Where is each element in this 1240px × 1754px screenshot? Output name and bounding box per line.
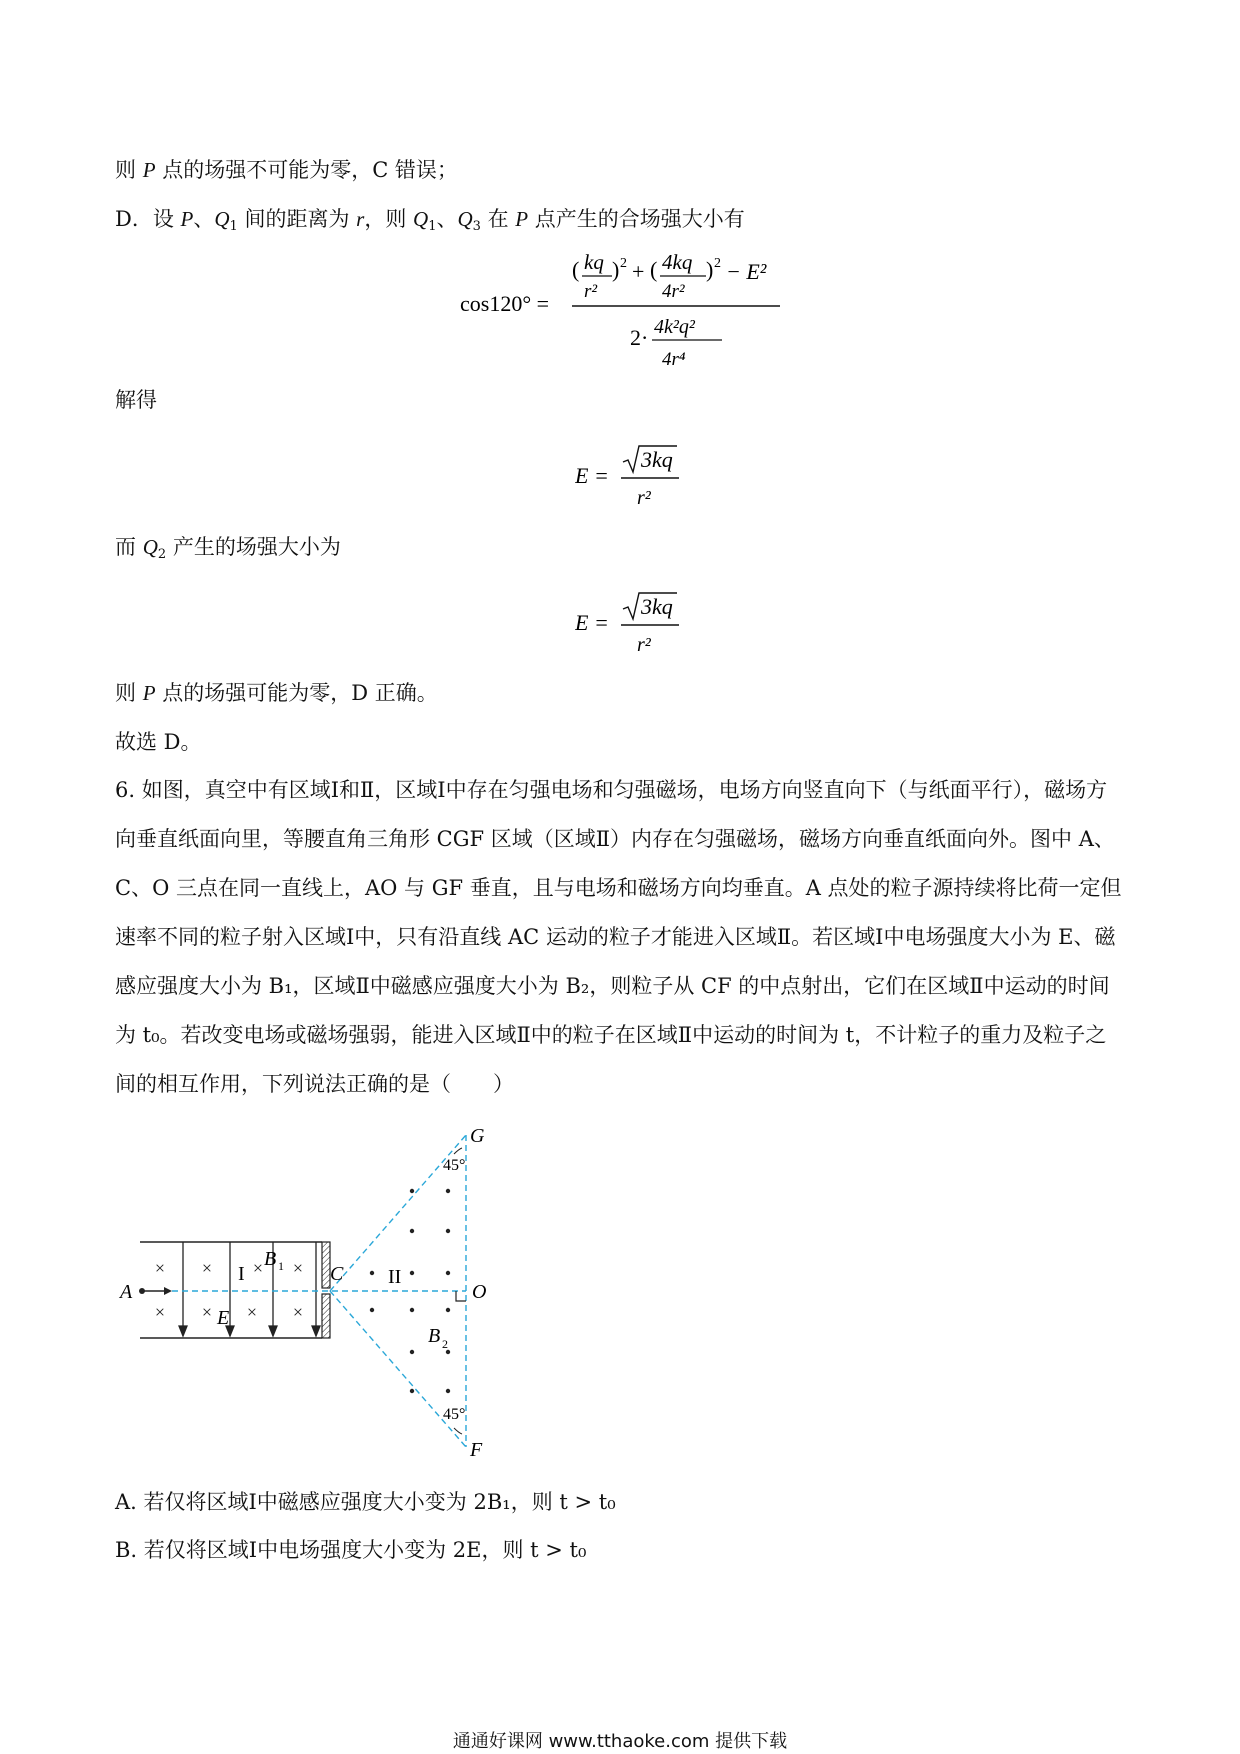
q2-statement: 而 $Q_2$ 产生的场强大小为 (115, 535, 341, 562)
svg-text:II: II (388, 1266, 402, 1288)
svg-text:B: B (264, 1248, 277, 1270)
svg-text:kq: kq (584, 250, 604, 274)
svg-text:): ) (706, 257, 714, 282)
option-b: B. 若仅将区域Ⅰ中电场强度大小变为 2E，则 t > t₀ (115, 1538, 587, 1562)
svg-text:4kq: 4kq (662, 250, 693, 274)
svg-text:3kq: 3kq (641, 594, 673, 619)
svg-text:E =: E = (575, 610, 609, 635)
footer-source: 通通好课网 www.tthaoke.com 提供下载 (452, 1731, 788, 1752)
svg-text:1: 1 (278, 1259, 284, 1273)
svg-text:O: O (472, 1281, 487, 1303)
solve-label: 解得 (115, 388, 157, 412)
svg-text:r²: r² (637, 634, 651, 656)
result-equation-2 (575, 585, 705, 657)
option-d-intro: D．设 P、$Q_1$ 间的距离为 r，则 $Q_1$、$Q_3$ 在 P 点产生的合场强大小有 (115, 207, 745, 234)
svg-text:C: C (330, 1263, 344, 1285)
svg-text:4k²q²: 4k²q² (654, 316, 695, 338)
svg-text:45°: 45° (443, 1406, 466, 1423)
svg-text:×: × (201, 1258, 213, 1278)
svg-text:×: × (292, 1302, 304, 1322)
svg-text:(: ( (572, 257, 580, 282)
option-a: A. 若仅将区域Ⅰ中磁感应强度大小变为 2B₁，则 t > t₀ (115, 1490, 616, 1514)
c-conclusion: 则 P 点的场强不可能为零，C 错误； (115, 158, 458, 182)
physics-diagram (110, 1120, 510, 1460)
svg-text:): ) (612, 257, 620, 282)
svg-text:E: E (217, 1307, 230, 1329)
svg-text:2: 2 (620, 256, 627, 271)
svg-text:×: × (154, 1258, 166, 1278)
svg-text:B: B (428, 1325, 441, 1347)
cosine-equation (460, 245, 790, 375)
svg-text:2: 2 (442, 1337, 448, 1351)
svg-text:2: 2 (714, 256, 721, 271)
svg-text:4r⁴: 4r⁴ (662, 349, 686, 370)
svg-text:×: × (292, 1258, 304, 1278)
svg-text:r²: r² (584, 281, 598, 302)
svg-text:4r²: 4r² (662, 281, 685, 302)
svg-text:×: × (154, 1302, 166, 1322)
svg-text:3kq: 3kq (641, 447, 673, 472)
svg-text:×: × (246, 1302, 258, 1322)
svg-text:(: ( (650, 257, 658, 282)
svg-text:F: F (470, 1439, 483, 1460)
svg-text:− E²: − E² (726, 259, 767, 284)
answer-line: 故选 D。 (115, 730, 202, 754)
svg-text:A: A (120, 1281, 133, 1303)
svg-text:2·: 2· (630, 325, 649, 350)
d-conclusion: 则 P 点的场强可能为零，D 正确。 (115, 681, 438, 705)
svg-text:+: + (632, 259, 645, 284)
svg-text:I: I (238, 1263, 245, 1285)
svg-text:r²: r² (637, 487, 651, 509)
svg-text:45°: 45° (443, 1157, 466, 1174)
svg-text:G: G (470, 1125, 485, 1147)
svg-text:cos120° =: cos120° = (460, 291, 550, 316)
result-equation-1 (575, 438, 705, 510)
question-6-text: 6. 如图，真空中有区域Ⅰ和Ⅱ，区域Ⅰ中存在匀强电场和匀强磁场，电场方向竖直向下（与纸面平行），磁场方向垂直纸面向里，等腰直角三角形 CGF 区域（区域Ⅱ）内存在匀强磁场，磁场方向垂直纸面向外。图中 A、C、O 三点在同一直线上，AO 与 GF 垂直，且与电场和磁场方向均垂直。A 点处的粒子源持续将比荷一定但速率不同的粒子射入区域Ⅰ中，只有沿直线 AC 运动的粒子才能进入区域Ⅱ。若区域Ⅰ中电场强度大小为 E、磁感应强度大小为 B₁，区域Ⅱ中磁感应强度大小为 B₂，则粒子从 CF 的中点射出，它们在区域Ⅱ中运动的时间为 t₀。若改变电场或磁场强弱，能进入区域Ⅱ中的粒子在区域Ⅱ中运动的时间为 t，不计粒子的重力及粒子之间的相互作用，下列说法正确的是（ ） (115, 778, 1122, 1096)
svg-text:×: × (252, 1258, 264, 1278)
svg-text:×: × (201, 1302, 213, 1322)
svg-text:E =: E = (575, 463, 609, 488)
